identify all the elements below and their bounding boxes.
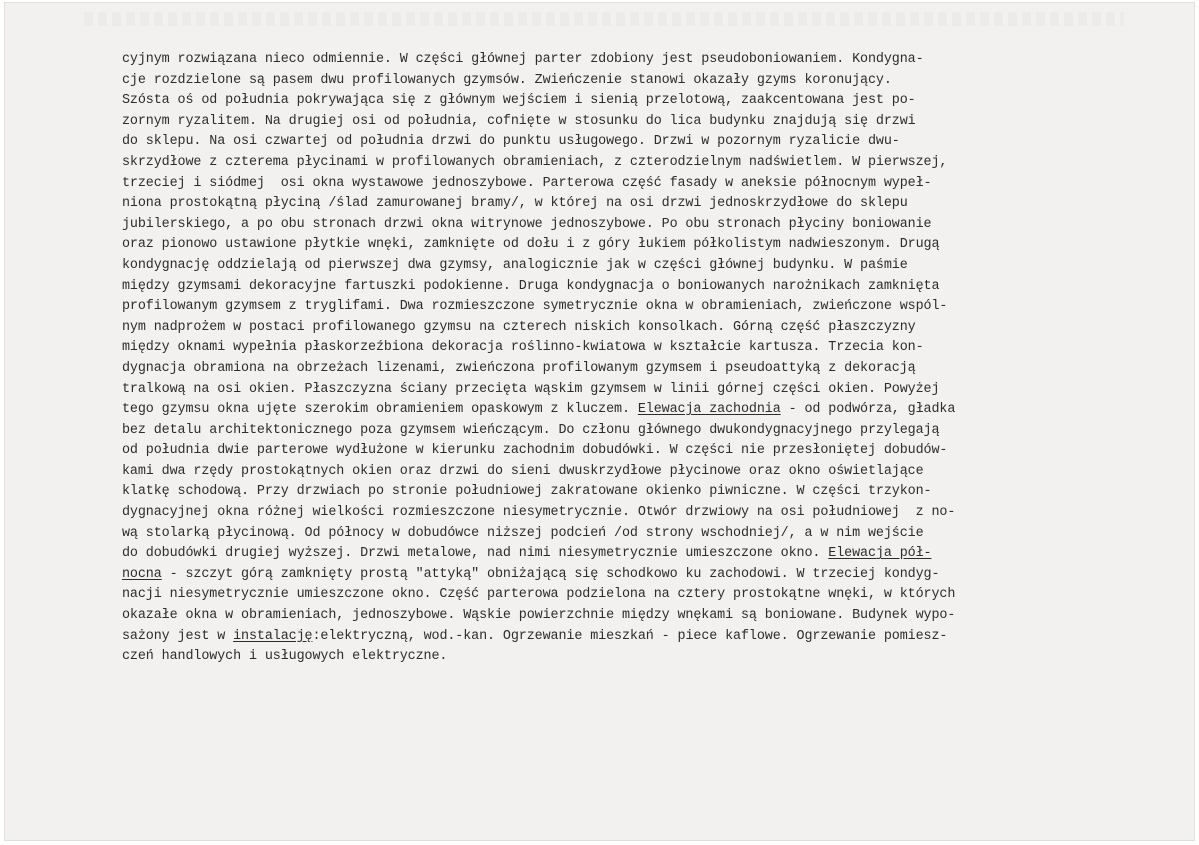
text-line: nym nadprożem w postaci profilowanego gzymsu na czterech niskich konsolkach. Górną część płaszczyzny bbox=[122, 319, 916, 335]
underlined-heading: Elewacja zachodnia bbox=[637, 402, 781, 418]
text-line: cyjnym rozwiązana nieco odmiennie. W części głównej parter zdobiony jest pseudoboniowaniem. Kondygna- bbox=[122, 52, 924, 67]
text-line: klatkę schodową. Przy drzwiach po stronie południowej zakratowane okienko piwniczne. W części trzykon- bbox=[122, 484, 932, 500]
underlined-heading: instalację bbox=[233, 628, 313, 644]
text-line: wą stolarką płycinową. Od północy w dobudówce niższej podcień /od strony wschodniej/, a w nim wejście bbox=[122, 525, 924, 541]
text-line: czeń handlowych i usługowych elektryczne. bbox=[122, 649, 448, 665]
text-line: tralkową na osi okien. Płaszczyzna ściany przecięta wąskim gzymsem w linii górnej części okien. Powyżej bbox=[122, 381, 940, 397]
text-line: trzeciej i siódmej osi okna wystawowe jednoszybowe. Parterowa część fasady w aneksie północnym wypeł- bbox=[122, 175, 932, 191]
text-line: jubilerskiego, a po obu stronach drzwi okna witrynowe jednoszybowe. Po obu stronach płyciny boniowanie bbox=[122, 216, 932, 232]
text-line: bez detalu architektonicznego poza gzymsem wieńczącym. Do członu głównego dwukondygnacyjnego przylegają bbox=[122, 422, 940, 438]
text-line: tego gzymsu okna ujęte szerokim obramieniem opaskowym z kluczem. Elewacja zachodnia - od podwórza, gładka bbox=[122, 402, 956, 418]
text-line: nocna - szczyt górą zamknięty prostą "attyką" obniżającą się schodkowo ku zachodowi. W trzeciej kondyg- bbox=[122, 566, 940, 582]
text-line: Szósta oś od południa pokrywająca się z głównym wejściem i sienią przelotową, zaakcentowana jest po- bbox=[122, 93, 916, 109]
text-line: nacji niesymetrycznie umieszczone okno. Część parterowa podzielona na cztery prostokątne wnęki, w których bbox=[122, 587, 956, 603]
text-line: niona prostokątną płyciną /ślad zamurowanej bramy/, w której na osi drzwi jednoskrzydłowe do sklepu bbox=[122, 196, 908, 212]
text-line: między gzymsami dekoracyjne fartuszki podokienne. Druga kondygnacja o boniowanych narożnikach zamknięta bbox=[122, 278, 940, 294]
text-line: skrzydłowe z czterema płycinami w profilowanych obramieniach, z czterodzielnym nadświetlem. W pierwszej, bbox=[122, 154, 948, 170]
underlined-heading: Elewacja pół- bbox=[828, 546, 932, 562]
text-line: oraz pionowo ustawione płytkie wnęki, zamknięte od dołu i z góry łukiem półkolistym nadwieszonym. Drugą bbox=[122, 237, 940, 253]
text-line: profilowanym gzymsem z tryglifami. Dwa rozmieszczone symetrycznie okna w obramieniach, zwieńczone wspól- bbox=[122, 299, 948, 315]
typed-text-body bbox=[122, 50, 1182, 668]
text-line: cje rozdzielone są pasem dwu profilowanych gzymsów. Zwieńczenie stanowi okazały gzyms koronujący. bbox=[122, 72, 892, 88]
text-line: od południa dwie parterowe wydłużone w kierunku zachodnim dobudówki. W części nie przesłoniętej dobudów- bbox=[122, 443, 948, 459]
text-line: do dobudówki drugiej wyższej. Drzwi metalowe, nad nimi niesymetrycznie umieszczone okno. Elewacja pół- bbox=[122, 546, 932, 562]
text-line: okazałe okna w obramieniach, jednoszybowe. Wąskie powierzchnie między wnękami są boniowane. Budynek wypo- bbox=[122, 608, 956, 624]
bleed-through-marks bbox=[84, 12, 1124, 26]
text-line: dygnacja obramiona na obrzeżach lizenami, zwieńczona profilowanym gzymsem i pseudoattyką z dekoracją bbox=[122, 360, 916, 376]
text-line: dygnacyjnej okna różnej wielkości rozmieszczone niesymetrycznie. Otwór drzwiowy na osi południowej z no- bbox=[122, 505, 956, 521]
text-line: między oknami wypełnia płaskorzeźbiona dekoracja roślinno-kwiatowa w kształcie kartusza. Trzecia kon- bbox=[122, 340, 924, 356]
text-line: kondygnację oddzielają od pierwszej dwa gzymsy, analogicznie jak w części głównej budynku. W paśmie bbox=[122, 257, 908, 273]
typewritten-page bbox=[4, 2, 1195, 841]
text-line: sażony jest w instalację:elektryczną, wod.-kan. Ogrzewanie mieszkań - piece kaflowe. Ogrzewanie pomiesz- bbox=[122, 628, 948, 644]
text-line: do sklepu. Na osi czwartej od południa drzwi do punktu usługowego. Drzwi w pozornym ryzalicie dwu- bbox=[122, 134, 900, 150]
text-line: kami dwa rzędy prostokątnych okien oraz drzwi do sieni dwuskrzydłowe płycinowe oraz okno oświetlające bbox=[122, 463, 924, 479]
underlined-heading: nocna bbox=[122, 566, 162, 582]
text-line: zornym ryzalitem. Na drugiej osi od południa, cofnięte w stosunku do lica budynku znajdują się drzwi bbox=[122, 113, 916, 129]
